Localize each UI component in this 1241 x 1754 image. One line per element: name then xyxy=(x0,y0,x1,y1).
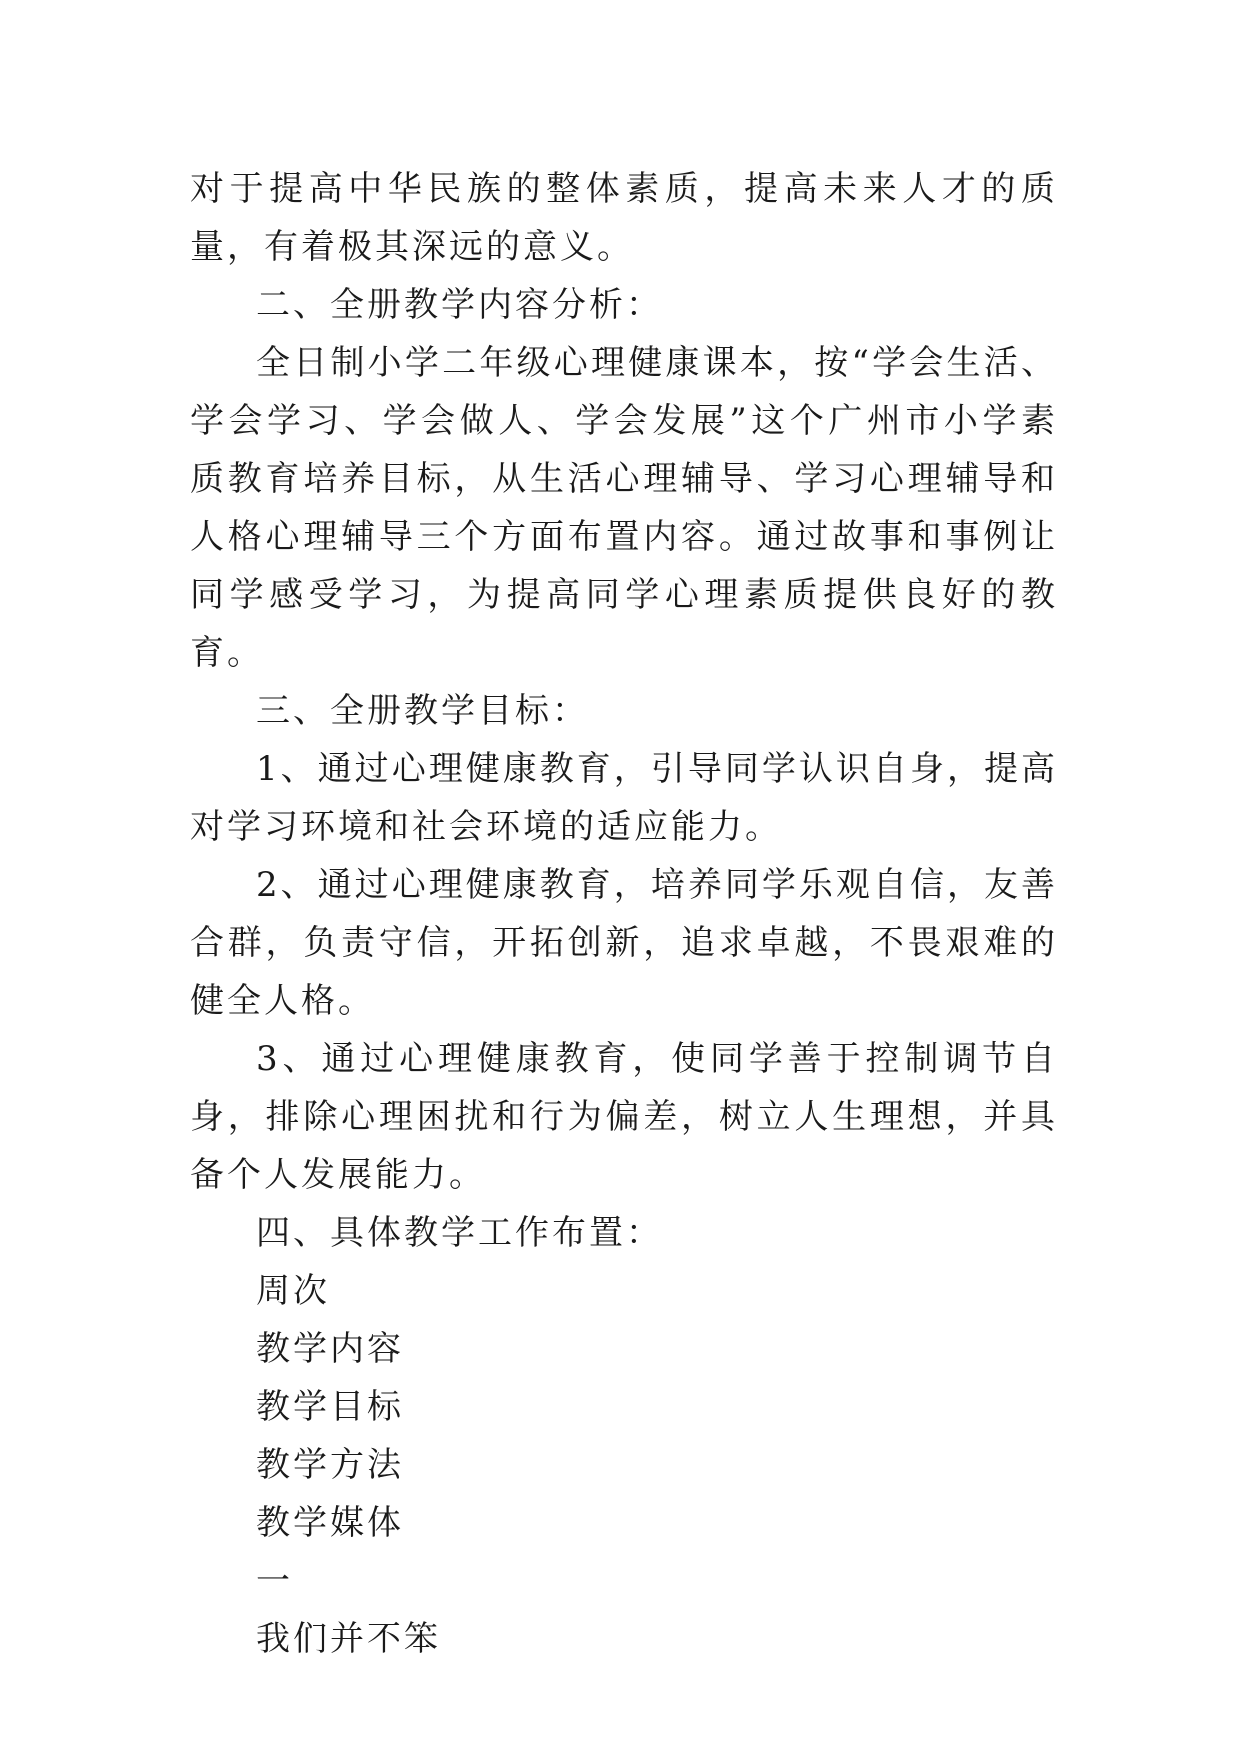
table-header-media: 教学媒体 xyxy=(256,1503,404,1543)
section-heading-teaching-goals: 三、全册教学目标： xyxy=(256,691,589,731)
document-body xyxy=(190,160,1058,1668)
table-header-week: 周次 xyxy=(256,1271,330,1311)
paragraph-intro-continuation: 对于提高中华民族的整体素质，提高未来人才的质量，有着极其深远的意义。 xyxy=(190,169,1058,267)
paragraph-content-analysis: 全日制小学二年级心理健康课本，按“学会生活、学会学习、学会做人、学会发展”这个广州市小学素质教育培养目标，从生活心理辅导、学习心理辅导和人格心理辅导三个方面布置内容。通过故事和事例让同学感受学习，为提高同学心理素质提供良好的教育。 xyxy=(190,343,1058,673)
goal-item-1: 1、通过心理健康教育，引导同学认识自身，提高对学习环境和社会环境的适应能力。 xyxy=(190,749,1058,847)
table-cell-week-1: 一 xyxy=(256,1561,293,1601)
table-header-content: 教学内容 xyxy=(256,1329,404,1369)
section-heading-content-analysis: 二、全册教学内容分析： xyxy=(256,285,663,325)
table-header-methods: 教学方法 xyxy=(256,1445,404,1485)
table-header-goals: 教学目标 xyxy=(256,1387,404,1427)
goal-item-2: 2、通过心理健康教育，培养同学乐观自信，友善合群，负责守信，开拓创新，追求卓越，不畏艰难的健全人格。 xyxy=(190,865,1058,1021)
section-heading-work-plan: 四、具体教学工作布置： xyxy=(256,1213,663,1253)
table-cell-lesson-title: 我们并不笨 xyxy=(256,1619,441,1659)
goal-item-3: 3、通过心理健康教育，使同学善于控制调节自身，排除心理困扰和行为偏差，树立人生理想，并具备个人发展能力。 xyxy=(190,1039,1058,1195)
